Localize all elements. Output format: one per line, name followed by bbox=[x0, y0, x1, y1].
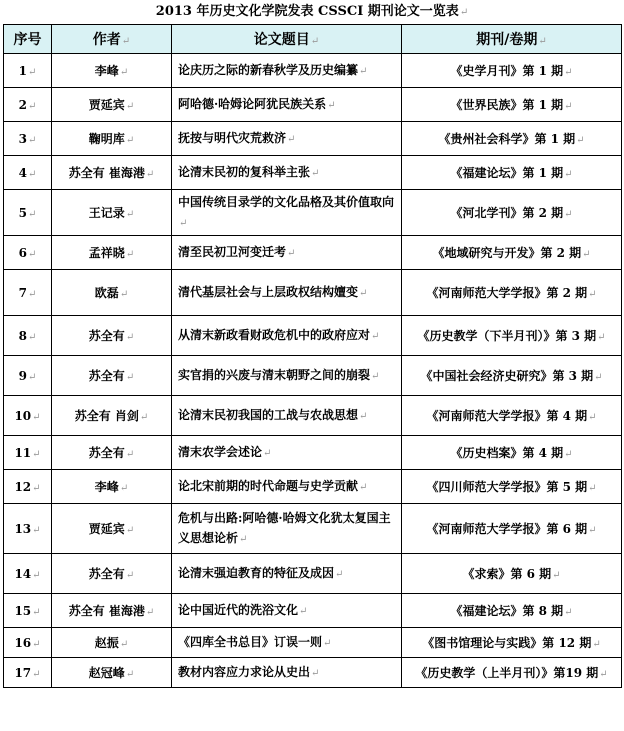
paragraph-mark-icon: ↵ bbox=[588, 412, 597, 423]
journal-cell: 《历史档案》第 4 期↵ bbox=[402, 436, 622, 470]
paragraph-mark-icon: ↵ bbox=[239, 533, 248, 545]
serial-cell: 1↵ bbox=[4, 54, 52, 88]
paragraph-mark-icon: ↵ bbox=[564, 449, 573, 460]
author-cell: 苏全有↵ bbox=[52, 316, 172, 356]
topic-cell: 阿哈德·哈姆论阿犹民族关系↵ bbox=[172, 88, 402, 122]
paragraph-mark-icon: ↵ bbox=[179, 217, 188, 229]
journal-cell: 《四川师范大学学报》第 5 期↵ bbox=[402, 470, 622, 504]
table-row bbox=[4, 122, 622, 156]
author-cell: 贾延宾↵ bbox=[52, 88, 172, 122]
topic-cell: 论庆历之际的新春秋学及历史编纂↵ bbox=[172, 54, 402, 88]
topic-cell: 抚按与明代灾荒救济↵ bbox=[172, 122, 402, 156]
paragraph-mark-icon: ↵ bbox=[32, 482, 41, 494]
author-cell: 欧磊↵ bbox=[52, 270, 172, 316]
document-title bbox=[0, 0, 624, 24]
journal-cell: 《福建论坛》第 8 期↵ bbox=[402, 594, 622, 628]
topic-cell: 危机与出路:阿哈德·哈姆文化犹太复国主义思想论析↵ bbox=[172, 504, 402, 554]
header-journal: 期刊/卷期↵ bbox=[402, 25, 622, 54]
paragraph-mark-icon: ↵ bbox=[125, 135, 135, 146]
paragraph-mark-icon: ↵ bbox=[121, 36, 131, 47]
journal-cell: 《求索》第 6 期↵ bbox=[402, 554, 622, 594]
paragraph-mark-icon: ↵ bbox=[125, 209, 135, 220]
journal-cell: 《史学月刊》第 1 期↵ bbox=[402, 54, 622, 88]
serial-cell: 11↵ bbox=[4, 436, 52, 470]
journal-cell: 《历史教学（上半月刊）》第19 期↵ bbox=[402, 658, 622, 688]
topic-cell: 教材内容应力求论从史出↵ bbox=[172, 658, 402, 688]
author-cell: 鞠明库↵ bbox=[52, 122, 172, 156]
journal-cell: 《河北学刊》第 2 期↵ bbox=[402, 190, 622, 236]
paragraph-mark-icon: ↵ bbox=[139, 412, 149, 423]
paragraph-mark-icon: ↵ bbox=[299, 605, 308, 617]
journal-cell: 《河南师范大学学报》第 4 期↵ bbox=[402, 396, 622, 436]
paragraph-mark-icon: ↵ bbox=[594, 372, 603, 383]
serial-cell: 17↵ bbox=[4, 658, 52, 688]
paragraph-mark-icon: ↵ bbox=[311, 167, 320, 179]
paragraph-mark-icon: ↵ bbox=[125, 449, 135, 460]
topic-cell: 清代基层社会与上层政权结构嬗变↵ bbox=[172, 270, 402, 316]
paragraph-mark-icon: ↵ bbox=[125, 372, 135, 383]
paragraph-mark-icon: ↵ bbox=[359, 287, 368, 299]
paragraph-mark-icon: ↵ bbox=[32, 638, 41, 650]
table-row bbox=[4, 270, 622, 316]
paragraph-mark-icon: ↵ bbox=[564, 607, 573, 618]
serial-cell: 4↵ bbox=[4, 156, 52, 190]
papers-table bbox=[3, 24, 622, 688]
table-header-row bbox=[4, 25, 622, 54]
serial-cell: 6↵ bbox=[4, 236, 52, 270]
journal-cell: 《中国社会经济史研究》第 3 期↵ bbox=[402, 356, 622, 396]
topic-cell: 论清末民初的复科举主张↵ bbox=[172, 156, 402, 190]
paragraph-mark-icon: ↵ bbox=[576, 135, 585, 146]
paragraph-mark-icon: ↵ bbox=[588, 289, 597, 300]
topic-cell: 论清末强迫教育的特征及成因↵ bbox=[172, 554, 402, 594]
paragraph-mark-icon: ↵ bbox=[359, 65, 368, 77]
paragraph-mark-icon: ↵ bbox=[263, 447, 272, 459]
paragraph-mark-icon: ↵ bbox=[327, 99, 336, 111]
paragraph-mark-icon: ↵ bbox=[588, 483, 597, 494]
table-row bbox=[4, 396, 622, 436]
author-cell: 李峰↵ bbox=[52, 54, 172, 88]
header-author: 作者↵ bbox=[52, 25, 172, 54]
paragraph-mark-icon: ↵ bbox=[125, 101, 135, 112]
paragraph-mark-icon: ↵ bbox=[145, 169, 155, 180]
author-cell: 贾延宾↵ bbox=[52, 504, 172, 554]
table-body bbox=[4, 54, 622, 688]
paragraph-mark-icon: ↵ bbox=[125, 332, 135, 343]
topic-cell: 论北宋前期的时代命题与史学贡献↵ bbox=[172, 470, 402, 504]
paragraph-mark-icon: ↵ bbox=[27, 248, 37, 260]
paragraph-mark-icon: ↵ bbox=[588, 525, 597, 536]
paragraph-mark-icon: ↵ bbox=[125, 525, 135, 536]
paragraph-mark-icon: ↵ bbox=[597, 332, 606, 343]
topic-cell: 论清末民初我国的工战与农战思想↵ bbox=[172, 396, 402, 436]
table-row bbox=[4, 504, 622, 554]
paragraph-mark-icon: ↵ bbox=[599, 669, 608, 680]
paragraph-mark-icon: ↵ bbox=[323, 637, 332, 649]
journal-cell: 《福建论坛》第 1 期↵ bbox=[402, 156, 622, 190]
topic-cell: 清至民初卫河变迁考↵ bbox=[172, 236, 402, 270]
table-row bbox=[4, 88, 622, 122]
paragraph-mark-icon: ↵ bbox=[27, 208, 37, 220]
table-row bbox=[4, 356, 622, 396]
table-row bbox=[4, 316, 622, 356]
paragraph-mark-icon: ↵ bbox=[125, 570, 135, 581]
paragraph-mark-icon: ↵ bbox=[359, 410, 368, 422]
journal-cell: 《图书馆理论与实践》第 12 期↵ bbox=[402, 628, 622, 658]
author-cell: 赵冠峰↵ bbox=[52, 658, 172, 688]
paragraph-mark-icon: ↵ bbox=[359, 481, 368, 493]
paragraph-mark-icon: ↵ bbox=[564, 67, 573, 78]
journal-cell: 《贵州社会科学》第 1 期↵ bbox=[402, 122, 622, 156]
paragraph-mark-icon: ↵ bbox=[564, 209, 573, 220]
journal-cell: 《河南师范大学学报》第 6 期↵ bbox=[402, 504, 622, 554]
paragraph-mark-icon: ↵ bbox=[27, 100, 37, 112]
serial-cell: 15↵ bbox=[4, 594, 52, 628]
paragraph-mark-icon: ↵ bbox=[32, 524, 41, 536]
paragraph-mark-icon: ↵ bbox=[287, 247, 296, 259]
table-row bbox=[4, 658, 622, 688]
serial-cell: 14↵ bbox=[4, 554, 52, 594]
paragraph-mark-icon: ↵ bbox=[119, 67, 129, 78]
author-cell: 苏全有↵ bbox=[52, 436, 172, 470]
paragraph-mark-icon: ↵ bbox=[27, 371, 37, 383]
paragraph-mark-icon: ↵ bbox=[32, 569, 41, 581]
journal-cell: 《历史教学（下半月刊）》第 3 期↵ bbox=[402, 316, 622, 356]
table-row bbox=[4, 594, 622, 628]
serial-cell: 8↵ bbox=[4, 316, 52, 356]
paragraph-mark-icon: ↵ bbox=[335, 568, 344, 580]
paragraph-mark-icon: ↵ bbox=[27, 168, 37, 180]
author-cell: 苏全有 崔海港↵ bbox=[52, 594, 172, 628]
paragraph-mark-icon: ↵ bbox=[27, 134, 37, 146]
paragraph-mark-icon: ↵ bbox=[27, 331, 37, 343]
header-serial: 序号 bbox=[4, 25, 52, 54]
paragraph-mark-icon: ↵ bbox=[371, 330, 380, 342]
paragraph-mark-icon: ↵ bbox=[582, 249, 591, 260]
document-title-text: 2013 年历史文化学院发表 CSSCI 期刊论文一览表 bbox=[155, 4, 459, 19]
author-cell: 孟祥晓↵ bbox=[52, 236, 172, 270]
journal-cell: 《地域研究与开发》第 2 期↵ bbox=[402, 236, 622, 270]
paragraph-mark-icon: ↵ bbox=[564, 101, 573, 112]
author-cell: 赵振↵ bbox=[52, 628, 172, 658]
paragraph-mark-icon: ↵ bbox=[287, 133, 296, 145]
paragraph-mark-icon: ↵ bbox=[32, 448, 41, 460]
author-cell: 苏全有↵ bbox=[52, 554, 172, 594]
paragraph-mark-icon: ↵ bbox=[27, 288, 37, 300]
paragraph-mark-icon: ↵ bbox=[552, 570, 561, 581]
paragraph-mark-icon: ↵ bbox=[27, 66, 37, 78]
paragraph-mark-icon: ↵ bbox=[311, 667, 320, 679]
paragraph-mark-icon: ↵ bbox=[592, 639, 601, 650]
serial-cell: 3↵ bbox=[4, 122, 52, 156]
serial-cell: 12↵ bbox=[4, 470, 52, 504]
author-cell: 苏全有 肖剑↵ bbox=[52, 396, 172, 436]
serial-cell: 10↵ bbox=[4, 396, 52, 436]
paragraph-mark-icon: ↵ bbox=[564, 169, 573, 180]
topic-cell: 从清末新政看财政危机中的政府应对↵ bbox=[172, 316, 402, 356]
paragraph-mark-icon: ↵ bbox=[119, 483, 129, 494]
author-cell: 李峰↵ bbox=[52, 470, 172, 504]
paragraph-mark-icon: ↵ bbox=[145, 607, 155, 618]
journal-cell: 《河南师范大学学报》第 2 期↵ bbox=[402, 270, 622, 316]
topic-cell: 清末农学会述论↵ bbox=[172, 436, 402, 470]
topic-cell: 《四库全书总目》订误一则↵ bbox=[172, 628, 402, 658]
topic-cell: 实官捐的兴废与清末朝野之间的崩裂↵ bbox=[172, 356, 402, 396]
serial-cell: 2↵ bbox=[4, 88, 52, 122]
serial-cell: 16↵ bbox=[4, 628, 52, 658]
topic-cell: 中国传统目录学的文化品格及其价值取向↵ bbox=[172, 190, 402, 236]
serial-cell: 9↵ bbox=[4, 356, 52, 396]
table-row bbox=[4, 628, 622, 658]
author-cell: 王记录↵ bbox=[52, 190, 172, 236]
table-row bbox=[4, 54, 622, 88]
paragraph-mark-icon: ↵ bbox=[125, 669, 135, 680]
table-row bbox=[4, 554, 622, 594]
paragraph-mark-icon: ↵ bbox=[32, 668, 41, 680]
author-cell: 苏全有 崔海港↵ bbox=[52, 156, 172, 190]
paragraph-mark-icon: ↵ bbox=[32, 606, 41, 618]
table-row bbox=[4, 190, 622, 236]
serial-cell: 7↵ bbox=[4, 270, 52, 316]
paragraph-mark-icon: ↵ bbox=[371, 370, 380, 382]
paragraph-mark-icon: ↵ bbox=[538, 36, 547, 47]
paragraph-mark-icon: ↵ bbox=[119, 289, 129, 300]
table-row bbox=[4, 470, 622, 504]
paragraph-mark-icon: ↵ bbox=[125, 249, 135, 260]
paragraph-mark-icon: ↵ bbox=[310, 36, 320, 47]
header-topic: 论文题目↵ bbox=[172, 25, 402, 54]
paragraph-mark-icon: ↵ bbox=[119, 639, 129, 650]
topic-cell: 论中国近代的洗浴文化↵ bbox=[172, 594, 402, 628]
table-row bbox=[4, 436, 622, 470]
table-row bbox=[4, 156, 622, 190]
journal-cell: 《世界民族》第 1 期↵ bbox=[402, 88, 622, 122]
author-cell: 苏全有↵ bbox=[52, 356, 172, 396]
paragraph-mark-icon: ↵ bbox=[32, 411, 41, 423]
serial-cell: 13↵ bbox=[4, 504, 52, 554]
paragraph-mark-icon: ↵ bbox=[459, 7, 469, 18]
serial-cell: 5↵ bbox=[4, 190, 52, 236]
table-row bbox=[4, 236, 622, 270]
